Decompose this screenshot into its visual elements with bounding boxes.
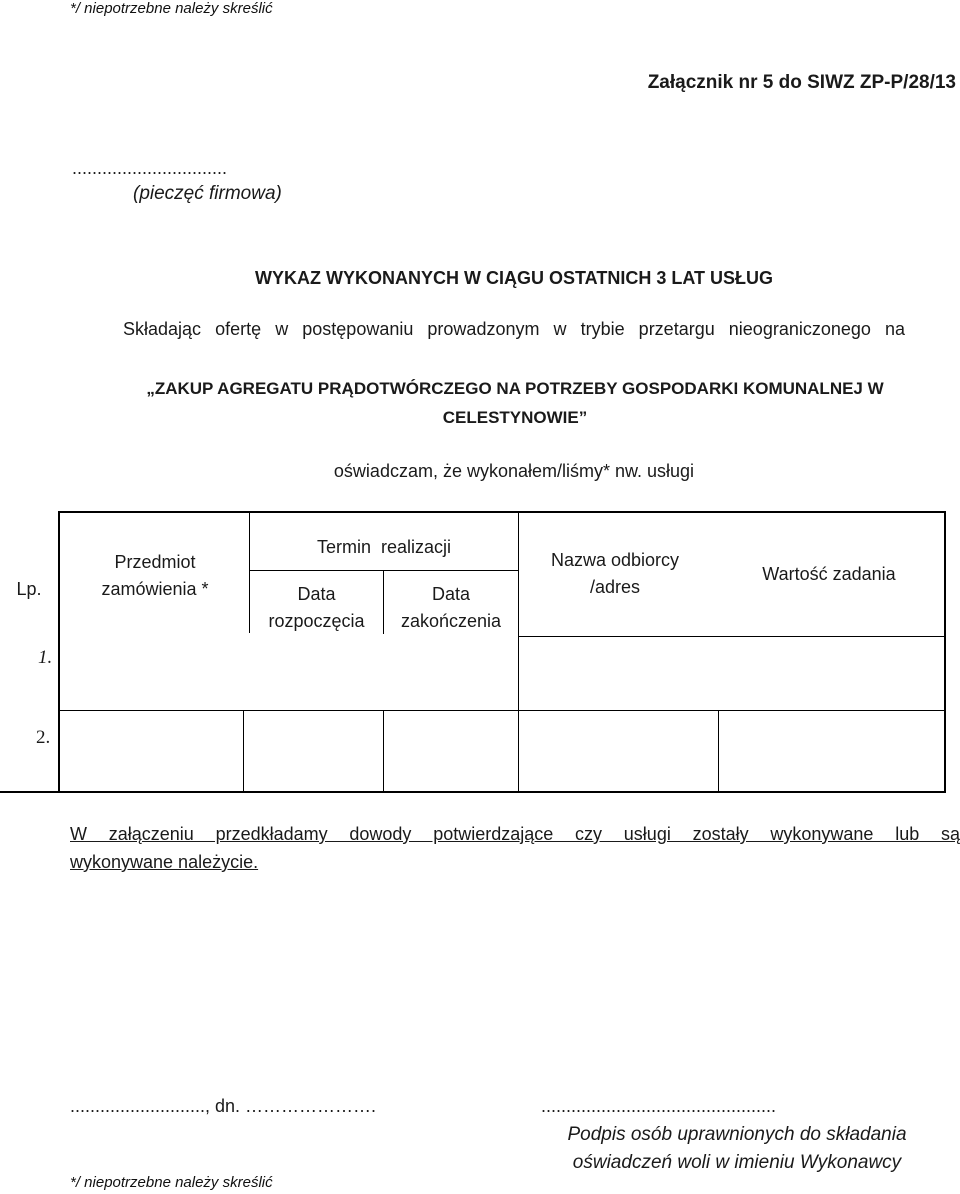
table-border xyxy=(518,636,945,637)
document-title: WYKAZ WYKONANYCH W CIĄGU OSTATNICH 3 LAT USŁUG xyxy=(255,268,773,288)
top-footnote: */ niepotrzebne należy skreślić xyxy=(70,0,273,17)
attachment-note-line: wykonywane należycie. xyxy=(70,852,259,872)
table-border xyxy=(58,511,60,793)
table-border xyxy=(383,710,384,793)
signature-label: Podpis osób uprawnionych do składania oświadczeń woli w imieniu Wykonawcy xyxy=(567,1124,907,1173)
attachment-header: Załącznik nr 5 do SIWZ ZP-P/28/13 xyxy=(647,72,956,93)
table-border xyxy=(243,710,244,793)
header-end-date: Data zakończenia xyxy=(400,584,502,631)
stamp-placeholder-dots: ............................... xyxy=(72,158,228,178)
header-value: Wartość zadania xyxy=(762,564,896,584)
stamp-label: (pieczęć firmowa) xyxy=(133,183,282,204)
intro-text: Składając ofertę w postępowaniu prowadzonym w trybie przetargu nieograniczonego na xyxy=(123,319,905,339)
signature-dots: ............................................... xyxy=(541,1096,777,1116)
header-lp: Lp. xyxy=(16,579,42,599)
attachment-note-line: W załączeniu przedkładamy dowody potwierdzające czy usługi zostały wykonywane lub są xyxy=(70,824,960,844)
table-border xyxy=(944,511,946,793)
header-term: Termin realizacji xyxy=(316,537,452,557)
table-border xyxy=(518,511,519,793)
header-recipient: Nazwa odbiorcy /adres xyxy=(550,550,680,597)
table-border xyxy=(58,710,945,711)
header-start-date: Data rozpoczęcia xyxy=(268,584,365,631)
table-border xyxy=(718,710,719,793)
row-number: 1. xyxy=(38,647,53,668)
header-subject: Przedmiot zamówienia * xyxy=(101,552,209,599)
attachment-note xyxy=(70,820,960,876)
table-border xyxy=(58,511,945,513)
table-border xyxy=(0,791,945,793)
bottom-footnote: */ niepotrzebne należy skreślić xyxy=(70,1174,273,1191)
row-number: 2. xyxy=(36,727,51,748)
place-date-field: ..........................., dn. …………………. xyxy=(70,1096,377,1116)
declaration-text: oświadczam, że wykonałem/liśmy* nw. usługi xyxy=(333,461,695,481)
procurement-subject: „ZAKUP AGREGATU PRĄDOTWÓRCZEGO NA POTRZEBY GOSPODARKI KOMUNALNEJ W CELESTYNOWIE” xyxy=(146,379,884,427)
